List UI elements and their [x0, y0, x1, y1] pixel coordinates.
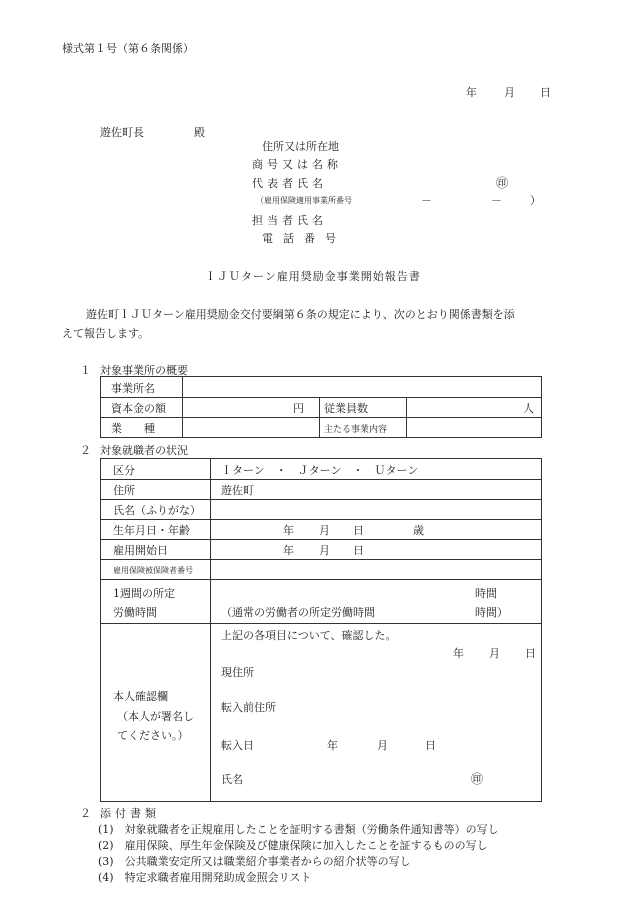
insured-no-label: 雇用保険被保険者番号 [113, 566, 193, 575]
applicant-contact-person: 担当者氏名 [252, 214, 327, 227]
current-address-label: 現住所 [221, 666, 254, 679]
dob-age: 歳 [413, 524, 424, 537]
employ-start-day: 日 [353, 544, 364, 557]
section1-number: １ [80, 364, 91, 377]
applicant-address: 住所又は所在地 [262, 140, 339, 153]
yen-unit: 円 [293, 402, 304, 415]
attachment-item-1: (1) 対象就職者を正規雇用したことを証明する書類（労働条件通知書等）の写し [98, 823, 499, 836]
capital-label: 資本金の額 [111, 402, 166, 415]
confirm-text: 上記の各項目について、確認した。 [221, 629, 397, 642]
move-in-date-label: 転入日 [221, 739, 254, 752]
dash-2: － [491, 194, 502, 207]
employees-label: 従業員数 [324, 402, 368, 415]
normal-hours-close: 時間） [475, 606, 508, 619]
prev-address-label: 転入前住所 [221, 701, 276, 714]
attachment-item-2: (2) 雇用保険、厚生年金保険及び健康保険に加入したことを証するものの写し [98, 839, 488, 852]
date-month: 月 [504, 86, 515, 99]
attachment-item-3: (3) 公共職業安定所又は職業紹介事業者からの紹介状等の写し [98, 855, 411, 868]
confirm-day: 日 [525, 647, 536, 660]
sign-name-label: 氏名 [221, 773, 243, 786]
applicant-trade-name: 商号又は名称 [252, 158, 342, 171]
intro-line-2: えて報告します。 [62, 327, 150, 340]
confirm-year: 年 [453, 647, 464, 660]
dash-1: － [421, 194, 432, 207]
form-number: 様式第１号（第６条関係） [62, 42, 194, 55]
section2-heading: 対象就職者の状況 [100, 444, 188, 457]
addressee-name: 遊佐町長 [100, 126, 144, 139]
applicant-phone: 電話番号 [262, 232, 346, 245]
move-in-year: 年 [327, 739, 338, 752]
confirm-label-3: てください。） [117, 729, 189, 742]
employee-table [100, 458, 542, 802]
attachments-heading: 添付書類 [100, 807, 160, 820]
dob-month: 月 [319, 524, 330, 537]
move-in-month: 月 [377, 739, 388, 752]
sign-seal-icon: ㊞ [471, 772, 484, 786]
employ-start-year: 年 [283, 544, 294, 557]
dob-year: 年 [283, 524, 294, 537]
main-business-label: 主たる事業内容 [324, 425, 388, 435]
section2-number: ２ [80, 444, 91, 457]
employ-start-month: 月 [319, 544, 330, 557]
dob-day: 日 [353, 524, 364, 537]
intro-line-1: 遊佐町ＩＪＵターン雇用奨励金交付要綱第６条の規定により、次のとおり関係書類を添 [86, 308, 515, 321]
dob-label: 生年月日・年齢 [113, 524, 190, 537]
insurance-office-no-label: （雇用保険適用事業所番号 [256, 196, 352, 205]
section1-heading: 対象事業所の概要 [100, 364, 188, 377]
close-paren: ） [530, 194, 541, 207]
applicant-representative: 代表者氏名 [252, 177, 327, 190]
category-label: 区分 [113, 464, 135, 477]
document-title: ＩＪＵターン雇用奨励金事業開始報告書 [205, 270, 421, 283]
date-year: 年 [466, 86, 477, 99]
hours-unit: 時間 [475, 587, 497, 600]
date-day: 日 [540, 86, 551, 99]
confirm-label-2: （本人が署名し [117, 710, 194, 723]
addressee-honorific: 殿 [194, 126, 205, 139]
normal-hours-label: （通常の労働者の所定労働時間 [221, 606, 375, 619]
employee-address-label: 住所 [113, 484, 135, 497]
attachment-item-4: (4) 特定求職者雇用開発助成金照会リスト [98, 871, 312, 884]
attachments-number: ２ [80, 807, 91, 820]
office-table [100, 376, 542, 438]
persons-unit: 人 [523, 402, 534, 415]
move-in-day: 日 [425, 739, 436, 752]
employee-name-label: 氏名（ふりがな） [113, 504, 201, 517]
employee-address-value: 遊佐町 [221, 484, 254, 497]
industry-label: 業 種 [111, 422, 155, 435]
category-value: Ｉターン ・ Ｊターン ・ Ｕターン [221, 464, 419, 477]
office-name-label: 事業所名 [111, 382, 155, 395]
confirm-month: 月 [489, 647, 500, 660]
weekly-hours-label-1: 1週間の所定 [113, 587, 175, 600]
confirm-label-1: 本人確認欄 [113, 690, 168, 703]
seal-icon: ㊞ [496, 176, 509, 190]
employ-start-label: 雇用開始日 [113, 544, 168, 557]
weekly-hours-label-2: 労働時間 [113, 606, 157, 619]
